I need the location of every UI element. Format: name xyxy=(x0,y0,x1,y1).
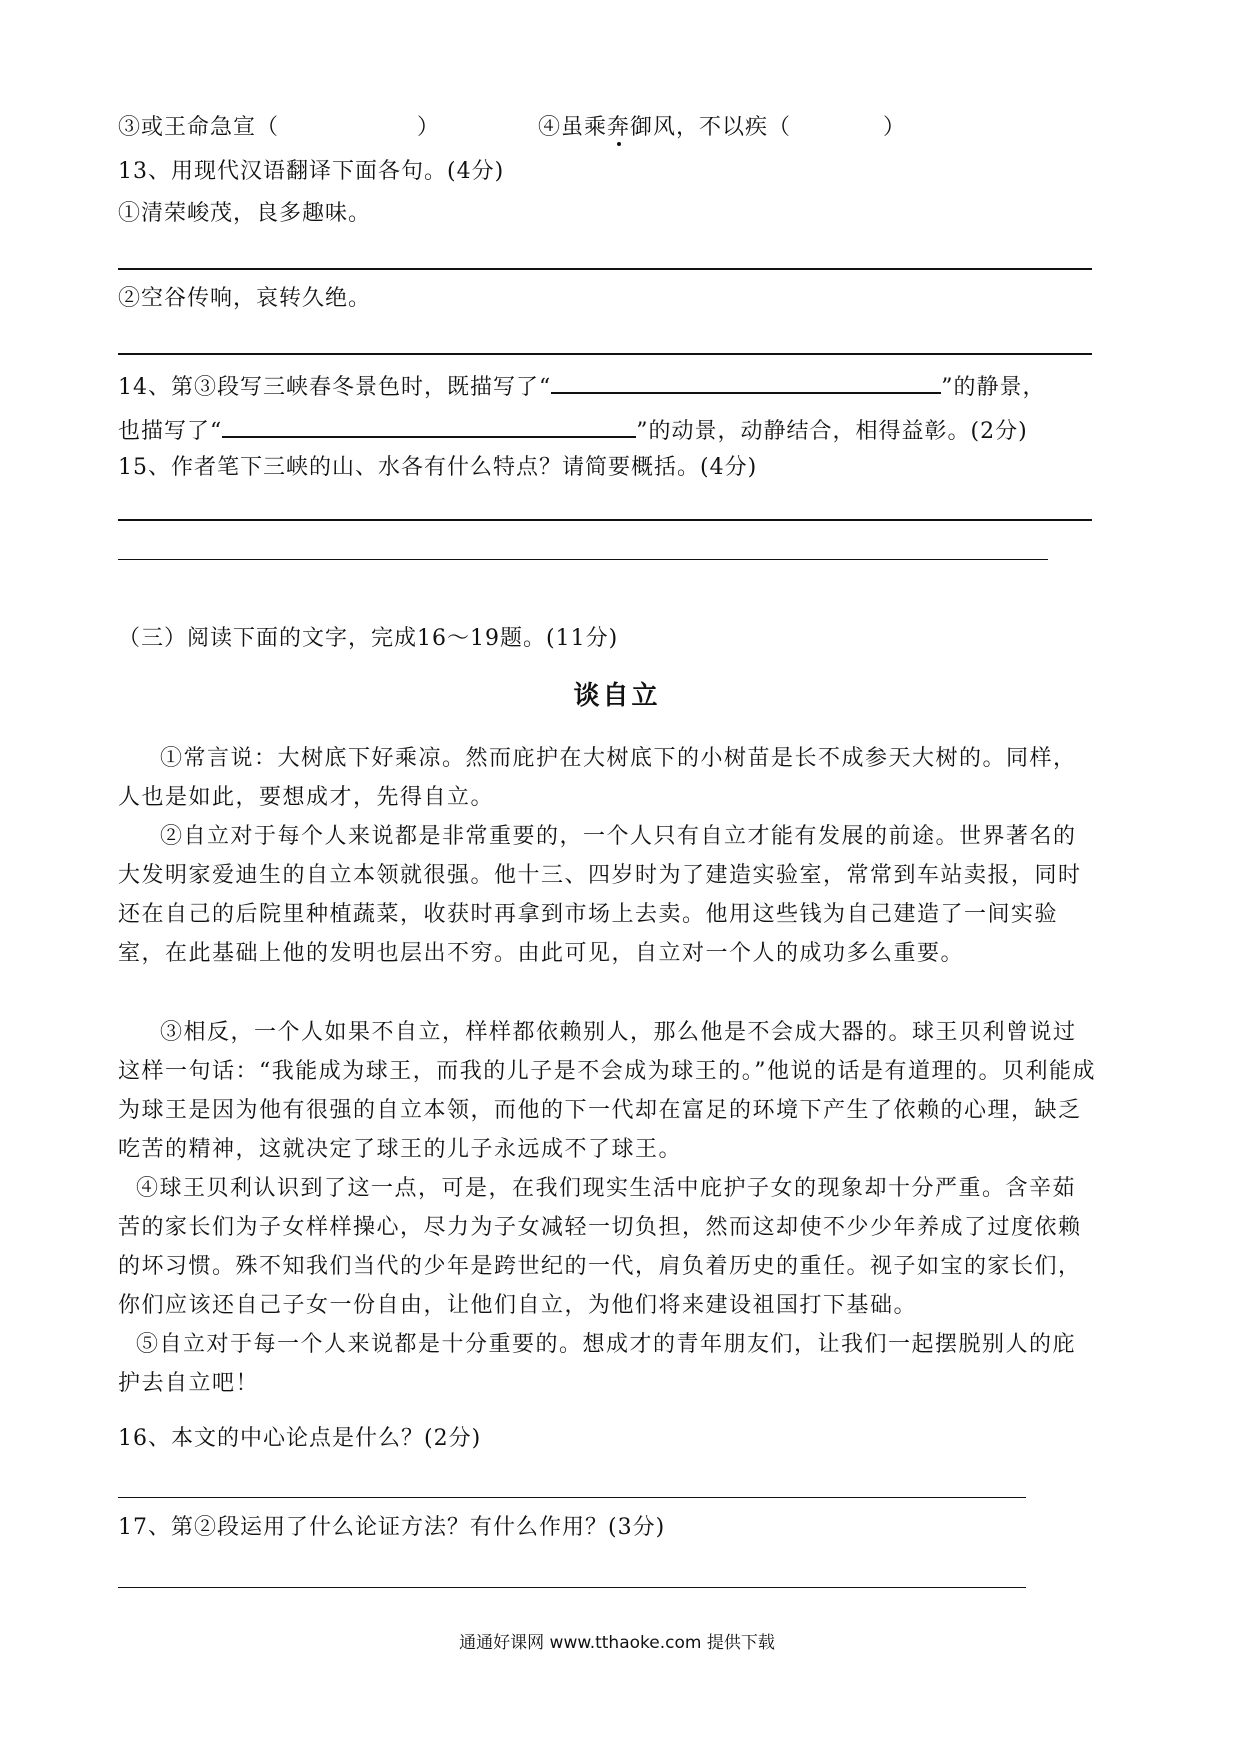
q14-line-2 xyxy=(118,410,1028,447)
section-3-heading: （三）阅读下面的文字，完成16～19题。(11分) xyxy=(118,626,619,651)
q15-answer-line-2 xyxy=(118,559,1048,560)
essay-title: 谈自立 xyxy=(573,681,661,711)
q12-item-4-prefix: ④虽乘 xyxy=(538,115,608,140)
q16-prompt: 16、本文的中心论点是什么？(2分) xyxy=(118,1426,482,1451)
q17-answer-line xyxy=(118,1587,1026,1588)
q14-line-2-suffix: ”的动景，动静结合，相得益彰。(2分) xyxy=(636,419,1028,444)
q14-line-1-suffix: ”的静景， xyxy=(941,375,1046,400)
q12-item-4-dotted-char: 奔 xyxy=(607,115,631,140)
essay-paragraph-3: ③相反，一个人如果不自立，样样都依赖别人，那么他是不会成大器的。球王贝利曾说过这样一句话：“我能成为球王，而我的儿子是不会成为球王的。”他说的话是有道理的。贝利能成为球王是因为他有很强的自立本领，而他的下一代却在富足的环境下产生了依赖的心理，缺乏吃苦的精神，这就决定了球王的儿子永远成不了球王。 xyxy=(118,1020,1096,1162)
q15-answer-line-1 xyxy=(118,519,1092,521)
q12-item-4-suffix: 御风，不以疾（ ） xyxy=(630,115,907,140)
essay-paragraph-1: ①常言说：大树底下好乘凉。然而庇护在大树底下的小树苗是长不成参天大树的。同样，人也是如此，要想成才，先得自立。 xyxy=(118,746,1077,810)
q13-sentence-2: ②空谷传响，哀转久绝。 xyxy=(118,286,372,311)
essay-paragraph-5: ⑤自立对于每一个人来说都是十分重要的。想成才的青年朋友们，让我们一起摆脱别人的庇护去自立吧！ xyxy=(118,1332,1077,1396)
q12-item-3-text: ③或王命急宣（ ） xyxy=(118,115,441,140)
q12-item-4 xyxy=(538,113,906,143)
q13-prompt: 13、用现代汉语翻译下面各句。(4分) xyxy=(118,159,505,184)
q14-line-2-prefix: 也描写了“ xyxy=(118,419,223,444)
q13-sentence-1: ①清荣峻茂，良多趣味。 xyxy=(118,201,372,226)
q14-blank-dynamic-scene[interactable] xyxy=(222,410,636,438)
q13-answer-line-1 xyxy=(118,268,1092,270)
q17-prompt: 17、第②段运用了什么论证方法？有什么作用？(3分) xyxy=(118,1515,666,1540)
q13-answer-line-2 xyxy=(118,353,1092,355)
q14-blank-static-scene[interactable] xyxy=(551,366,941,394)
q15-prompt: 15、作者笔下三峡的山、水各有什么特点？请简要概括。(4分) xyxy=(118,455,758,480)
q14-line-1-prefix: 14、第③段写三峡春冬景色时，既描写了“ xyxy=(118,375,552,400)
essay-paragraph-2: ②自立对于每个人来说都是非常重要的，一个人只有自立才能有发展的前途。世界著名的大发明家爱迪生的自立本领就很强。他十三、四岁时为了建造实验室，常常到车站卖报，同时还在自己的后院里种植蔬菜，收获时再拿到市场上去卖。他用这些钱为自己建造了一间实验室，在此基础上他的发明也层出不穷。由此可见，自立对一个人的成功多么重要。 xyxy=(118,824,1082,966)
essay-paragraph-4: ④球王贝利认识到了这一点，可是，在我们现实生活中庇护子女的现象却十分严重。含辛茹苦的家长们为子女样样操心，尽力为子女减轻一切负担，然而这却使不少少年养成了过度依赖的坏习惯。殊不知我们当代的少年是跨世纪的一代，肩负着历史的重任。视子如宝的家长们，你们应该还自己子女一份自由，让他们自立，为他们将来建设祖国打下基础。 xyxy=(118,1176,1082,1318)
q12-item-3 xyxy=(118,113,440,143)
page-footer: 通通好课网 www.tthaoke.com 提供下载 xyxy=(459,1633,775,1653)
q16-answer-line xyxy=(118,1497,1026,1498)
q14-line-1 xyxy=(118,366,1046,403)
